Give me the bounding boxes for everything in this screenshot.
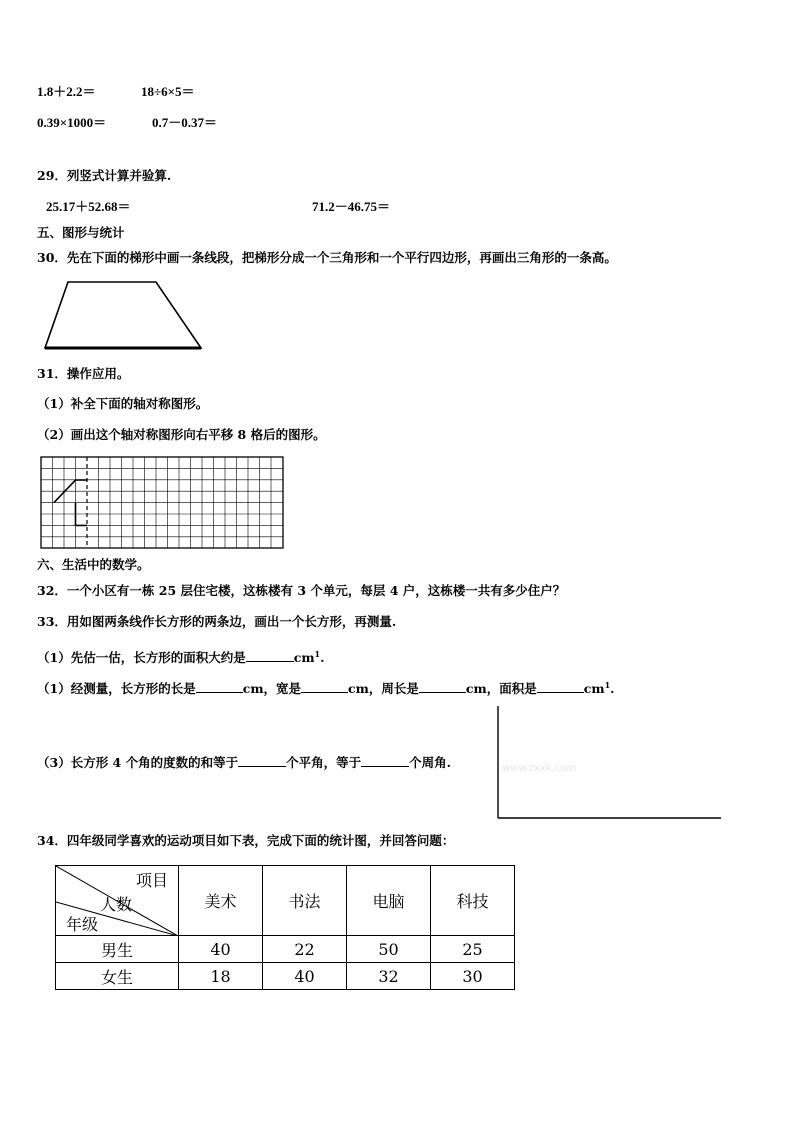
- cell-boys-technology: 25: [431, 936, 515, 963]
- section-5-heading: 五、图形与统计: [37, 225, 125, 240]
- header-grade-label: 年级: [66, 915, 99, 934]
- cell-girls-technology: 30: [431, 963, 515, 990]
- question-30-text: 30．先在下面的梯形中画一条线段，把梯形分成一个三角形和一个平行四边形，再画出三角形的一条高。: [37, 250, 617, 265]
- question-31-part-1: （1）补全下面的轴对称图形。: [37, 396, 209, 411]
- column-header-technology: 科技: [431, 866, 515, 936]
- table-row: [56, 936, 515, 963]
- question-34-title: 34．四年级同学喜欢的运动项目如下表，完成下面的统计图，并回答问题：: [37, 833, 455, 848]
- q33-p1-area-blank[interactable]: [246, 649, 294, 662]
- q33-p1-unit: cm: [293, 650, 315, 666]
- q33-length-blank[interactable]: [196, 680, 243, 693]
- q33-area-blank[interactable]: [537, 680, 584, 693]
- header-item-label: 项目: [135, 871, 168, 890]
- q33-p2-perimeter-label: cm，周长是: [348, 681, 419, 697]
- q33-p1-end: .: [320, 650, 325, 666]
- question-33-part-2: [37, 677, 615, 697]
- q33-p2-area-label: cm，面积是: [465, 681, 537, 697]
- cell-boys-calligraphy: 22: [263, 936, 347, 963]
- section-6-heading: 六、生活中的数学。: [37, 557, 150, 572]
- q33-perimeter-blank[interactable]: [419, 680, 466, 693]
- row-label-girls: 女生: [56, 963, 179, 990]
- cell-boys-computer: 50: [347, 936, 431, 963]
- calc-1-8-plus-2-2: 1.8＋2.2＝: [37, 84, 96, 99]
- q33-p2-width-label: cm，宽是: [242, 681, 302, 697]
- calc-0-7-minus-0-37: 0.7－0.37＝: [152, 115, 218, 130]
- calc-18-div-6-times-5: 18÷6×5＝: [141, 84, 195, 99]
- q33-p3-mid: 个平角，等于: [286, 755, 362, 770]
- grid-lines: [41, 457, 283, 548]
- sports-table: [55, 865, 515, 990]
- row-label-boys: 男生: [56, 936, 179, 963]
- q33-p2-end: .: [610, 681, 615, 697]
- column-header-calligraphy: 书法: [263, 866, 347, 936]
- column-header-art: 美术: [179, 866, 263, 936]
- header-people-label: 人数: [100, 895, 133, 914]
- question-33-part-3: [37, 754, 451, 771]
- cell-girls-art: 18: [179, 963, 263, 990]
- cell-girls-computer: 32: [347, 963, 431, 990]
- table-header-row: [56, 866, 515, 936]
- cell-girls-calligraphy: 40: [263, 963, 347, 990]
- trapezoid-figure: [40, 278, 210, 354]
- q33-straight-angle-blank[interactable]: [238, 754, 286, 767]
- watermark: www.zxxk.com: [502, 763, 577, 774]
- q33-p1-prefix: （1）先估一估，长方形的面积大约是: [37, 650, 246, 666]
- column-header-computer: 电脑: [347, 866, 431, 936]
- grid-figure: [40, 456, 286, 550]
- question-29-expr-a: 25.17＋52.68＝: [46, 199, 131, 214]
- diagonal-header-cell: [56, 866, 179, 936]
- trapezoid-shape: [45, 282, 201, 348]
- q33-round-angle-blank[interactable]: [361, 754, 409, 767]
- question-33-part-1: [37, 646, 324, 666]
- q33-p2-prefix: （1）经测量，长方形的长是: [37, 681, 196, 697]
- cell-boys-art: 40: [179, 936, 263, 963]
- q33-p2-unit-sup: 1: [604, 680, 611, 690]
- question-31-part-2: （2）画出这个轴对称图形向右平移 8 格后的图形。: [37, 427, 326, 442]
- q33-p1-unit-sup: 1: [314, 649, 321, 659]
- q33-p3-end: 个周角.: [409, 755, 451, 770]
- q33-p3-prefix: （3）长方形 4 个角的度数的和等于: [37, 755, 239, 770]
- table-row: [56, 963, 515, 990]
- question-29-title: 29．列竖式计算并验算.: [37, 168, 172, 183]
- question-31-title: 31．操作应用。: [37, 366, 130, 381]
- question-29-expr-b: 71.2－46.75＝: [312, 199, 391, 214]
- question-32-text: 32．一个小区有一栋 25 层住宅楼，这栋楼有 3 个单元，每层 4 户，这栋楼一共有多少住户？: [37, 583, 566, 598]
- q33-p2-unit: cm: [583, 681, 605, 697]
- question-33-title: 33．用如图两条线作长方形的两条边，画出一个长方形，再测量.: [37, 614, 397, 629]
- calc-0-39-times-1000: 0.39×1000＝: [37, 115, 107, 130]
- q33-width-blank[interactable]: [301, 680, 348, 693]
